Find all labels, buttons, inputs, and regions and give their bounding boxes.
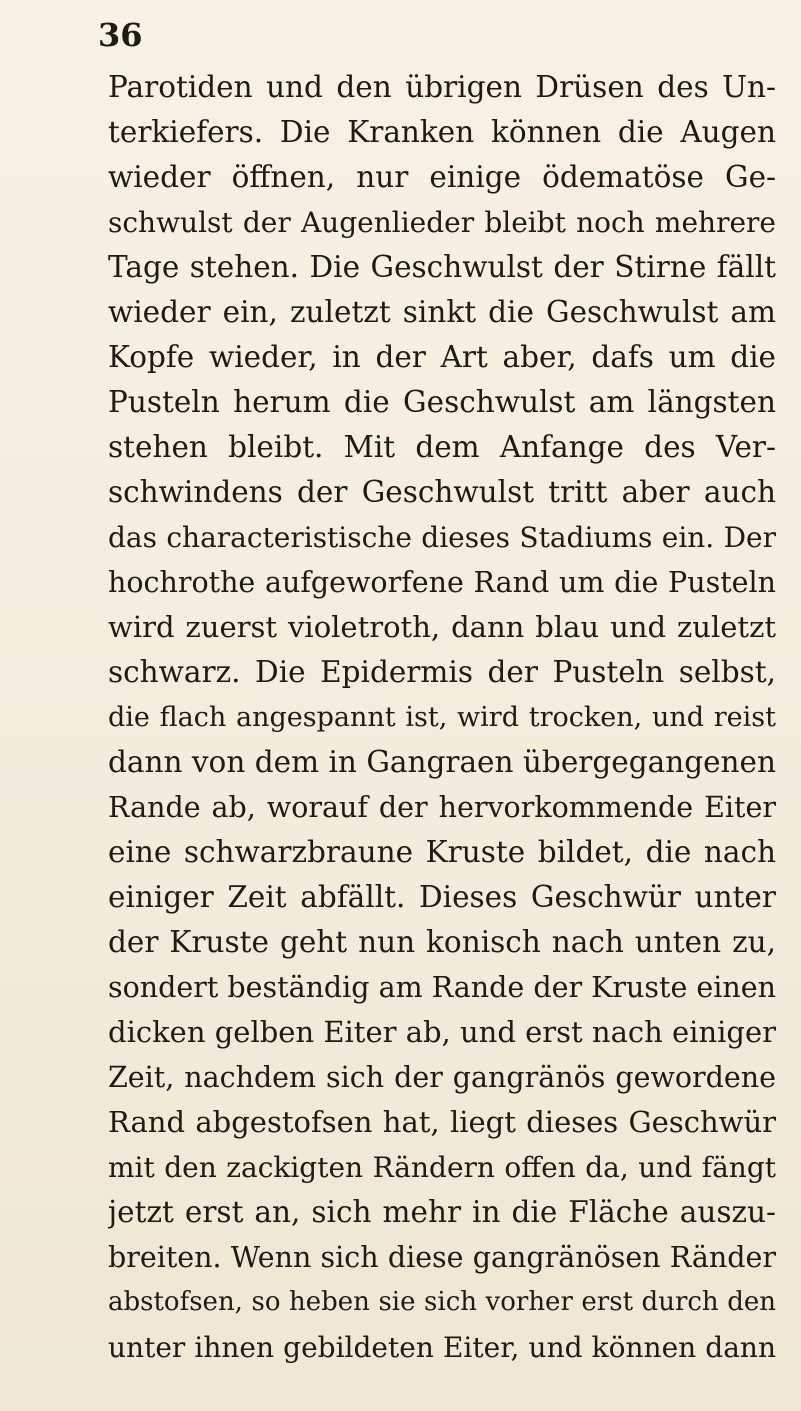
text-line: der Kruste geht nun konisch nach unten zu, bbox=[108, 925, 776, 959]
text-line: Rande ab, worauf der hervorkommende Eiter bbox=[108, 791, 776, 824]
text-line: schwulst der Augenlieder bleibt noch mehrere bbox=[108, 206, 776, 239]
text-line: die flach angespannt ist, wird trocken, und reist bbox=[108, 702, 776, 733]
text-line: dann von dem in Gangraen übergegangenen bbox=[108, 745, 776, 779]
text-line: dicken gelben Eiter ab, und erst nach einiger bbox=[108, 1015, 776, 1049]
text-line: wieder öffnen, nur einige ödematöse Ge- bbox=[108, 160, 776, 194]
text-line: schwindens der Geschwulst tritt aber auch bbox=[108, 475, 776, 509]
text-line: wieder ein, zuletzt sinkt die Geschwulst am bbox=[108, 295, 776, 329]
text-line: eine schwarzbraune Kruste bildet, die nach bbox=[108, 835, 776, 869]
text-line: wird zuerst violetroth, dann blau und zuletzt bbox=[108, 610, 776, 644]
text-line: Kopfe wieder, in der Art aber, dafs um die bbox=[108, 340, 776, 374]
text-line: unter ihnen gebildeten Eiter, und können dann bbox=[108, 1331, 776, 1364]
text-line: hochrothe aufgeworfene Rand um die Pusteln bbox=[108, 566, 776, 599]
text-line: Parotiden und den übrigen Drüsen des Un- bbox=[108, 70, 776, 104]
text-line: abstofsen, so heben sie sich vorher erst durch den bbox=[108, 1287, 776, 1317]
page-number: 36 bbox=[98, 16, 143, 54]
text-line: jetzt erst an, sich mehr in die Fläche auszu- bbox=[108, 1195, 776, 1229]
text-line: schwarz. Die Epidermis der Pusteln selbst, bbox=[108, 655, 776, 689]
text-line: mit den zackigten Rändern offen da, und fängt bbox=[108, 1151, 776, 1184]
text-line: Rand abgestofsen hat, liegt dieses Geschwür bbox=[108, 1105, 776, 1139]
text-line: breiten. Wenn sich diese gangränösen Ränder bbox=[108, 1241, 776, 1274]
text-line: das characteristische dieses Stadiums ein. Der bbox=[108, 521, 776, 554]
text-line: einiger Zeit abfällt. Dieses Geschwür unter bbox=[108, 880, 776, 914]
text-line: sondert beständig am Rande der Kruste einen bbox=[108, 971, 776, 1004]
text-line: terkiefers. Die Kranken können die Augen bbox=[108, 115, 776, 149]
text-line: Tage stehen. Die Geschwulst der Stirne fällt bbox=[108, 250, 776, 284]
body-text bbox=[108, 65, 776, 1370]
text-line: Pusteln herum die Geschwulst am längsten bbox=[108, 385, 776, 419]
text-line: stehen bleibt. Mit dem Anfange des Ver- bbox=[108, 430, 776, 464]
text-line: Zeit, nachdem sich der gangränös gewordene bbox=[108, 1061, 776, 1094]
